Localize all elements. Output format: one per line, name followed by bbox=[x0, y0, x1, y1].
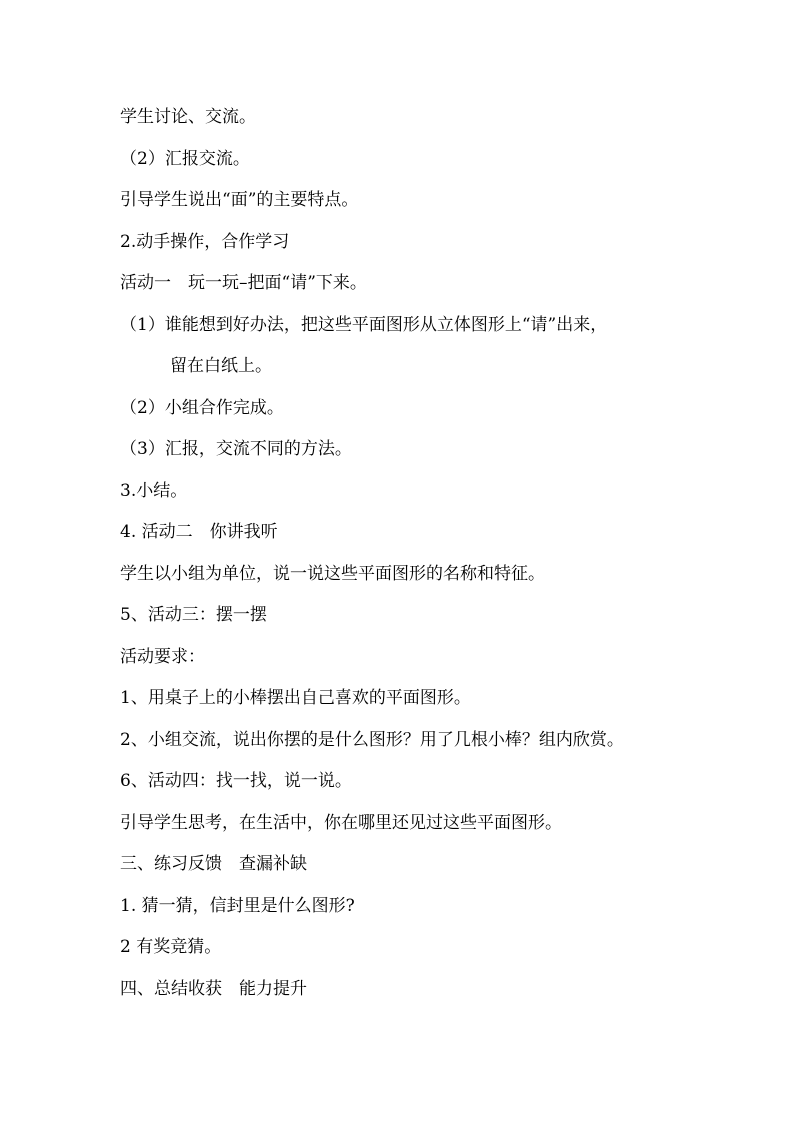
text-line: 活动一 玩一玩–把面“请”下来。 bbox=[120, 273, 367, 293]
text-line: 3.小结。 bbox=[120, 481, 188, 501]
text-line: 四、总结收获 能力提升 bbox=[120, 979, 307, 999]
text-line: 引导学生说出“面”的主要特点。 bbox=[120, 190, 359, 210]
text-line: 学生以小组为单位，说一说这些平面图形的名称和特征。 bbox=[120, 564, 545, 584]
text-line: 2.动手操作，合作学习 bbox=[120, 232, 290, 252]
text-line: 2、小组交流，说出你摆的是什么图形？用了几根小棒？组内欣赏。 bbox=[120, 730, 624, 750]
text-line: 1. 猜一猜，信封里是什么图形? bbox=[120, 896, 355, 916]
text-line: （3）汇报，交流不同的方法。 bbox=[120, 439, 352, 459]
text-line: 学生讨论、交流。 bbox=[120, 107, 256, 127]
text-line: （2）小组合作完成。 bbox=[120, 398, 284, 418]
text-line: 4. 活动二 你讲我听 bbox=[120, 522, 278, 542]
text-line: 留在白纸上。 bbox=[170, 356, 272, 376]
text-line: 引导学生思考，在生活中，你在哪里还见过这些平面图形。 bbox=[120, 813, 562, 833]
text-line: （2）汇报交流。 bbox=[120, 149, 250, 169]
text-line: 6、活动四：找一找，说一说。 bbox=[120, 771, 352, 791]
text-line: 5、活动三：摆一摆 bbox=[120, 605, 267, 625]
text-line: 2 有奖竞猜。 bbox=[120, 937, 222, 957]
text-line: （1）谁能想到好办法，把这些平面图形从立体图形上“请”出来， bbox=[120, 315, 608, 335]
text-line: 1、用桌子上的小棒摆出自己喜欢的平面图形。 bbox=[120, 688, 471, 708]
text-line: 活动要求： bbox=[120, 647, 205, 667]
text-line: 三、练习反馈 查漏补缺 bbox=[120, 854, 307, 874]
